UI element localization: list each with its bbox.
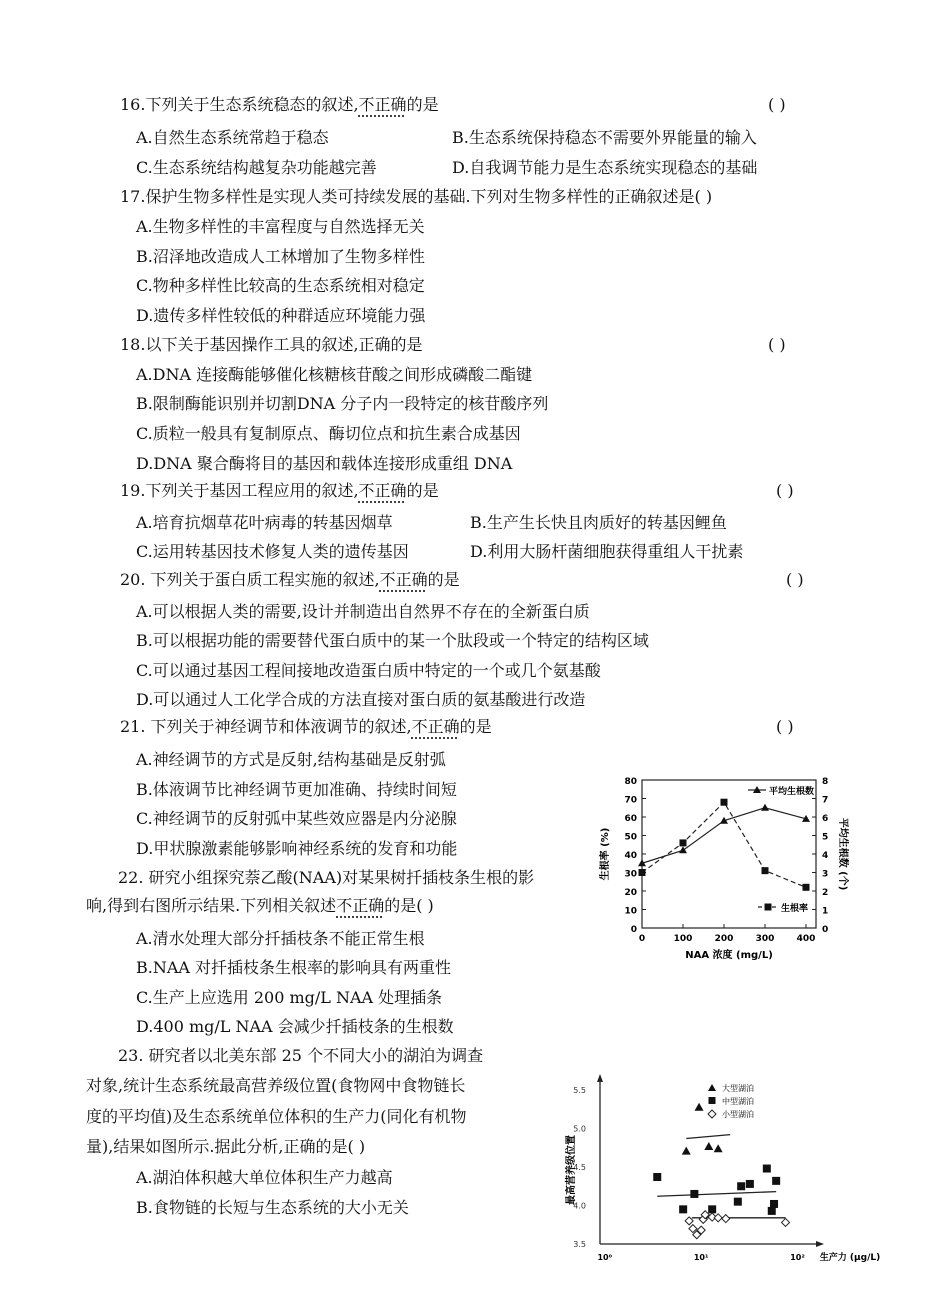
legend-label-2: 生根率	[781, 904, 809, 914]
y-tick-label: 5.5	[573, 1086, 586, 1095]
square-point	[721, 799, 728, 806]
legend-label-1: 平均生根数	[769, 787, 815, 797]
square-point	[680, 839, 687, 846]
x-tick-label: 10¹	[693, 1253, 709, 1262]
q20-option-a: A.可以根据人类的需要,设计并制造出自然界不存在的全新蛋白质	[136, 602, 590, 621]
y-tick-label: 4.0	[573, 1201, 586, 1211]
large-lake-point	[682, 1147, 691, 1155]
q20-option-b: B.可以根据功能的需要替代蛋白质中的某一个肽段或一个特定的结构区域	[136, 631, 649, 650]
q22-stem-line1: 22. 研究小组探究萘乙酸(NAA)对某果树扦插枝条生根的影	[118, 868, 535, 887]
right-tick-label: 4	[822, 851, 829, 861]
medium-lake-point	[763, 1165, 771, 1173]
q18-option-a: A.DNA 连接酶能够催化核糖核苷酸之间形成磷酸二酯键	[136, 365, 533, 384]
q20-stem-emphasis: 不正确	[379, 570, 428, 589]
x-tick-label: 200	[714, 934, 734, 944]
trend-line-1	[686, 1135, 730, 1139]
right-tick-label: 0	[822, 925, 829, 935]
q16-answer-paren: ( )	[768, 95, 786, 114]
large-lake-point	[695, 1103, 704, 1111]
x-tick-label: 400	[796, 934, 816, 944]
medium-lake-point	[746, 1180, 754, 1188]
x-tick-label: 10²	[790, 1253, 805, 1262]
q20-answer-paren: ( )	[786, 570, 804, 589]
q18-option-d: D.DNA 聚合酶将目的基因和载体连接形成重组 DNA	[136, 454, 513, 473]
legend-diamond	[708, 1110, 716, 1118]
medium-lake-point	[768, 1207, 776, 1215]
q18-answer-paren: ( )	[768, 335, 786, 354]
left-axis-label: 生根率 (%)	[600, 827, 611, 881]
q19-option-a: A.培育抗烟草花叶病毒的转基因烟草	[136, 513, 393, 532]
left-tick-label: 20	[624, 888, 637, 898]
medium-lake-point	[708, 1205, 716, 1213]
large-lake-point	[704, 1142, 713, 1150]
series-line-1	[642, 808, 806, 864]
square-point	[639, 869, 646, 876]
q16-option-b: B.生态系统保持稳态不需要外界能量的输入	[452, 128, 757, 147]
left-tick-label: 70	[624, 795, 637, 806]
left-tick-label: 30	[624, 869, 637, 880]
square-point	[803, 884, 810, 891]
q19-answer-paren: ( )	[776, 481, 794, 500]
q21-option-c: C.神经调节的反射弧中某些效应器是内分泌腺	[136, 809, 457, 828]
right-tick-label: 2	[822, 888, 829, 898]
q22-option-d: D.400 mg/L NAA 会减少扦插枝条的生根数	[136, 1017, 454, 1036]
medium-lake-point	[734, 1198, 742, 1206]
trend-line-2	[657, 1192, 776, 1197]
q19-stem-part1: 19.下列关于基因工程应用的叙述,	[120, 481, 359, 500]
right-tick-label: 7	[822, 795, 829, 806]
left-tick-label: 0	[630, 925, 637, 935]
medium-lake-point	[679, 1205, 687, 1213]
legend-square	[765, 904, 772, 911]
q19-stem	[120, 480, 439, 502]
x-axis-arrow	[816, 1241, 824, 1247]
legend-label-large: 大型湖泊	[722, 1084, 754, 1093]
q23-stem-line2: 对象,统计生态系统最高营养级位置(食物网中食物链长	[86, 1076, 466, 1095]
right-tick-label: 1	[822, 906, 829, 917]
y-axis-label: 最高营养级位置	[566, 1135, 577, 1205]
q23-option-a: A.湖泊体积越大单位体积生产力越高	[136, 1168, 393, 1187]
left-tick-label: 10	[624, 906, 637, 917]
x-tick-label: 10⁰	[597, 1253, 613, 1262]
q21-option-b: B.体液调节比神经调节更加准确、持续时间短	[136, 780, 457, 799]
naa-rooting-chart	[596, 770, 850, 965]
q22-stem-line2	[86, 895, 434, 917]
q22-option-c: C.生产上应选用 200 mg/L NAA 处理插条	[136, 988, 443, 1007]
q16-stem-part1: 16.下列关于生态系统稳态的叙述,	[120, 95, 359, 114]
q17-option-d: D.遗传多样性较低的种群适应环境能力强	[136, 306, 426, 325]
q19-option-d: D.利用大肠杆菌细胞获得重组人干扰素	[470, 542, 744, 561]
x-tick-label: 0	[638, 934, 646, 944]
q20-option-d: D.可以通过人工化学合成的方法直接对蛋白质的氨基酸进行改造	[136, 690, 586, 709]
q23-stem-line3: 度的平均值)及生态系统单位体积的生产力(同化有机物	[86, 1107, 467, 1126]
q17-option-c: C.物种多样性比较高的生态系统相对稳定	[136, 276, 425, 295]
q21-stem-part2: 的是	[459, 717, 492, 736]
small-lake-point	[782, 1218, 790, 1226]
legend-triangle	[708, 1084, 716, 1091]
q23-stem-line4: 量),结果如图所示.据此分析,正确的是( )	[86, 1137, 366, 1156]
legend-label-small: 小型湖泊	[722, 1110, 754, 1119]
q19-stem-part2: 的是	[406, 481, 439, 500]
y-axis-arrow	[597, 1074, 603, 1082]
q20-stem	[120, 569, 460, 591]
q22-stem-part1: 响,得到右图所示结果.下列相关叙述	[86, 896, 337, 915]
q19-stem-emphasis: 不正确	[358, 481, 407, 500]
medium-lake-point	[772, 1177, 780, 1185]
q23-option-b: B.食物链的长短与生态系统的大小无关	[136, 1198, 409, 1217]
q21-answer-paren: ( )	[776, 717, 794, 736]
left-tick-label: 50	[624, 832, 637, 843]
right-tick-label: 3	[822, 869, 829, 880]
q23-stem-line1: 23. 研究者以北美东部 25 个不同大小的湖泊为调查	[118, 1046, 484, 1065]
square-point	[762, 867, 769, 874]
left-tick-label: 40	[624, 851, 637, 861]
q18-stem: 18.以下关于基因操作工具的叙述,正确的是	[120, 335, 423, 354]
y-tick-label: 3.5	[573, 1240, 586, 1249]
q20-option-c: C.可以通过基因工程间接地改造蛋白质中特定的一个或几个氨基酸	[136, 661, 601, 680]
y-tick-label: 5.0	[573, 1124, 586, 1134]
medium-lake-point	[653, 1173, 661, 1181]
q18-option-c: C.质粒一般具有复制原点、酶切位点和抗生素合成基因	[136, 424, 521, 443]
q16-stem-part2: 的是	[406, 95, 439, 114]
x-tick-label: 300	[755, 934, 775, 944]
q16-option-a: A.自然生态系统常趋于稳态	[136, 128, 329, 147]
left-tick-label: 60	[624, 814, 637, 824]
q19-option-b: B.生产生长快且肉质好的转基因鲤鱼	[470, 513, 727, 532]
q22-option-a: A.清水处理大部分扦插枝条不能正常生根	[136, 929, 425, 948]
q19-option-c: C.运用转基因技术修复人类的遗传基因	[136, 542, 409, 561]
q18-option-b: B.限制酶能识别并切割DNA 分子内一段特定的核苷酸序列	[136, 394, 549, 413]
x-axis-label: 生产力 (μg/L)	[819, 1253, 881, 1263]
x-axis-label: NAA 浓度 (mg/L)	[685, 950, 773, 961]
q22-stem-part2: 的是( )	[384, 896, 434, 915]
series-line-2	[642, 802, 806, 887]
legend-square	[709, 1097, 716, 1104]
lake-trophic-chart	[562, 1068, 881, 1274]
q22-stem-emphasis: 不正确	[336, 896, 385, 915]
triangle-point	[761, 804, 769, 811]
q21-option-a: A.神经调节的方式是反射,结构基础是反射弧	[136, 750, 446, 769]
q20-stem-part2: 的是	[427, 570, 460, 589]
q16-stem	[120, 94, 439, 116]
q16-option-c: C.生态系统结构越复杂功能越完善	[136, 158, 377, 177]
right-tick-label: 8	[822, 777, 829, 787]
right-tick-label: 5	[822, 832, 829, 843]
medium-lake-point	[737, 1182, 745, 1190]
triangle-point	[679, 846, 687, 853]
q22-option-b: B.NAA 对扦插枝条生根率的影响具有两重性	[136, 958, 452, 977]
q17-option-a: A.生物多样性的丰富程度与自然选择无关	[136, 217, 425, 236]
q21-stem-part1: 21. 下列关于神经调节和体液调节的叙述,	[120, 717, 412, 736]
right-axis-label: 平均生根数 (个)	[837, 817, 848, 891]
x-tick-label: 100	[673, 934, 693, 944]
right-tick-label: 6	[822, 814, 829, 824]
small-lake-point	[722, 1215, 730, 1223]
small-lake-point	[714, 1214, 722, 1222]
y-tick-label: 4.5	[573, 1163, 586, 1172]
q17-option-b: B.沼泽地改造成人工林增加了生物多样性	[136, 247, 425, 266]
q20-stem-part1: 20. 下列关于蛋白质工程实施的叙述,	[120, 570, 380, 589]
q17-stem: 17.保护生物多样性是实现人类可持续发展的基础.下列对生物多样性的正确叙述是( )	[120, 187, 713, 206]
q16-option-d: D.自我调节能力是生态系统实现稳态的基础	[452, 158, 758, 177]
q16-stem-emphasis: 不正确	[358, 95, 407, 114]
q21-stem	[120, 716, 492, 738]
medium-lake-point	[690, 1190, 698, 1198]
left-tick-label: 80	[624, 777, 637, 787]
q21-option-d: D.甲状腺激素能够影响神经系统的发育和功能	[136, 839, 458, 858]
large-lake-point	[714, 1144, 723, 1152]
medium-lake-point	[770, 1200, 778, 1208]
q21-stem-emphasis: 不正确	[411, 717, 460, 736]
legend-label-medium: 中型湖泊	[722, 1097, 754, 1106]
